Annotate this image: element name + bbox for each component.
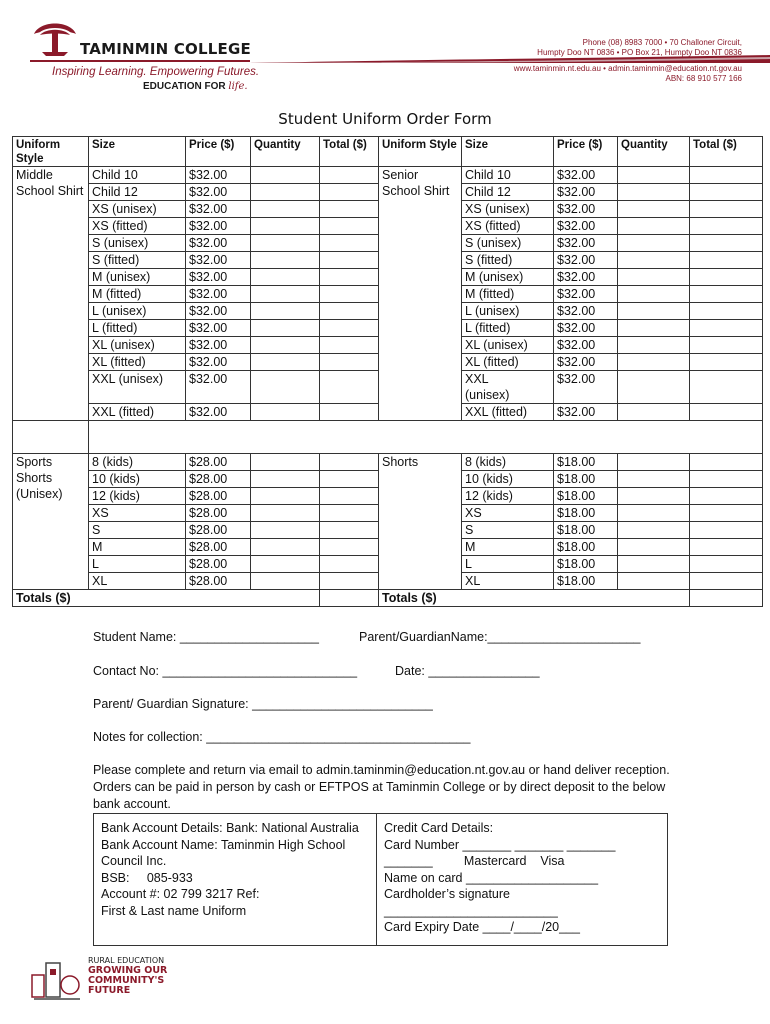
header-price-left: Price ($) <box>186 137 251 167</box>
total-left-input[interactable] <box>320 556 379 573</box>
price-left: $32.00 <box>186 252 251 269</box>
quantity-left-input[interactable] <box>251 354 320 371</box>
card-expiry-field[interactable]: Card Expiry Date ____/____/20___ <box>384 920 580 934</box>
total-left-input[interactable] <box>320 337 379 354</box>
quantity-left-input[interactable] <box>251 286 320 303</box>
quantity-left-input[interactable] <box>251 471 320 488</box>
price-right: $18.00 <box>554 539 618 556</box>
total-right-input[interactable] <box>690 573 763 590</box>
price-left: $28.00 <box>186 556 251 573</box>
quantity-left-input[interactable] <box>251 404 320 421</box>
total-left-input[interactable] <box>320 286 379 303</box>
size-left: XS (fitted) <box>89 218 186 235</box>
size-right: Child 10 <box>462 167 554 184</box>
header-quantity-left: Quantity <box>251 137 320 167</box>
totals-row <box>13 590 763 607</box>
college-logo-icon <box>30 14 80 64</box>
quantity-right-input[interactable] <box>618 471 690 488</box>
header-style-left: Uniform Style <box>13 137 89 167</box>
quantity-left-input[interactable] <box>251 320 320 337</box>
size-right: 10 (kids) <box>462 471 554 488</box>
size-left: M (fitted) <box>89 286 186 303</box>
size-right: L (unisex) <box>462 303 554 320</box>
total-left-input[interactable] <box>320 167 379 184</box>
price-right: $32.00 <box>554 337 618 354</box>
size-left: S <box>89 522 186 539</box>
total-right-input[interactable] <box>690 184 763 201</box>
quantity-right-input[interactable] <box>618 184 690 201</box>
price-left: $28.00 <box>186 471 251 488</box>
spacer-cell <box>89 421 763 454</box>
size-right: XS (fitted) <box>462 218 554 235</box>
total-right-input[interactable] <box>690 201 763 218</box>
size-right: XS <box>462 505 554 522</box>
price-right: $32.00 <box>554 167 618 184</box>
total-left-input[interactable] <box>320 184 379 201</box>
bank-line-1: Bank Account Details: Bank: National Australia <box>101 821 359 835</box>
quantity-left-input[interactable] <box>251 167 320 184</box>
total-right-input[interactable] <box>690 471 763 488</box>
spacer-row <box>13 421 763 454</box>
size-left: XL <box>89 573 186 590</box>
price-right: $18.00 <box>554 522 618 539</box>
card-number-field[interactable]: Card Number _______ _______ _______ <box>384 837 616 852</box>
total-left-input[interactable] <box>320 454 379 471</box>
totals-label-left: Totals ($) <box>13 590 320 607</box>
name-on-card-field[interactable]: Name on card ___________________ <box>384 870 599 885</box>
table-row <box>13 454 763 471</box>
price-left: $32.00 <box>186 218 251 235</box>
signature-field[interactable]: Parent/ Guardian Signature: __________________________ <box>93 697 433 711</box>
totals-section <box>13 590 763 607</box>
price-right: $32.00 <box>554 235 618 252</box>
card-type-line[interactable]: _______ Mastercard Visa <box>384 854 565 868</box>
quantity-left-input[interactable] <box>251 573 320 590</box>
price-left: $28.00 <box>186 539 251 556</box>
total-right-input[interactable] <box>690 252 763 269</box>
quantity-right-input[interactable] <box>618 201 690 218</box>
total-left-input[interactable] <box>320 471 379 488</box>
page-title: Student Uniform Order Form <box>278 110 492 128</box>
quantity-left-input[interactable] <box>251 303 320 320</box>
quantity-right-input[interactable] <box>618 539 690 556</box>
contact-block <box>537 38 742 58</box>
size-left: 8 (kids) <box>89 454 186 471</box>
table-row <box>13 167 763 184</box>
price-left: $28.00 <box>186 488 251 505</box>
price-right: $32.00 <box>554 371 618 404</box>
uniform-style-left: Sports Shorts (Unisex) <box>13 454 89 590</box>
quantity-right-input[interactable] <box>618 286 690 303</box>
price-right: $32.00 <box>554 252 618 269</box>
header-style-right: Uniform Style <box>379 137 462 167</box>
size-right: XXL (unisex) <box>462 371 554 404</box>
total-left-input[interactable] <box>320 269 379 286</box>
quantity-right-input[interactable] <box>618 556 690 573</box>
totals-right-input[interactable] <box>690 590 763 607</box>
edu-life: life. <box>228 81 248 92</box>
total-left-input[interactable] <box>320 539 379 556</box>
totals-label-right: Totals ($) <box>379 590 690 607</box>
uniform-style-left: Middle School Shirt <box>13 167 89 421</box>
total-right-input[interactable] <box>690 505 763 522</box>
size-right: M (fitted) <box>462 286 554 303</box>
quantity-left-input[interactable] <box>251 235 320 252</box>
abn-line: ABN: 68 910 577 166 <box>665 74 742 83</box>
size-right: XL (unisex) <box>462 337 554 354</box>
price-left: $32.00 <box>186 269 251 286</box>
size-left: Child 10 <box>89 167 186 184</box>
quantity-right-input[interactable] <box>618 337 690 354</box>
total-right-input[interactable] <box>690 320 763 337</box>
quantity-left-input[interactable] <box>251 454 320 471</box>
total-right-input[interactable] <box>690 218 763 235</box>
size-left: M (unisex) <box>89 269 186 286</box>
size-right: XL (fitted) <box>462 354 554 371</box>
size-left: XS <box>89 505 186 522</box>
total-left-input[interactable] <box>320 522 379 539</box>
date-field[interactable]: Date: ________________ <box>395 664 540 678</box>
size-left: S (fitted) <box>89 252 186 269</box>
size-right: L <box>462 556 554 573</box>
total-right-input[interactable] <box>690 371 763 404</box>
shirts-section <box>13 167 763 421</box>
total-left-input[interactable] <box>320 371 379 404</box>
quantity-right-input[interactable] <box>618 218 690 235</box>
total-right-input[interactable] <box>690 286 763 303</box>
size-left: XL (fitted) <box>89 354 186 371</box>
quantity-right-input[interactable] <box>618 320 690 337</box>
total-left-input[interactable] <box>320 354 379 371</box>
totals-left-input[interactable] <box>320 590 379 607</box>
price-right: $32.00 <box>554 303 618 320</box>
price-left: $32.00 <box>186 184 251 201</box>
price-left: $28.00 <box>186 573 251 590</box>
header-size-left: Size <box>89 137 186 167</box>
total-left-input[interactable] <box>320 320 379 337</box>
card-line-1: Credit Card Details: <box>384 821 494 835</box>
price-right: $18.00 <box>554 471 618 488</box>
size-right: XXL (fitted) <box>462 404 554 421</box>
price-right: $32.00 <box>554 354 618 371</box>
price-left: $32.00 <box>186 337 251 354</box>
total-right-input[interactable] <box>690 269 763 286</box>
header-price-right: Price ($) <box>554 137 618 167</box>
size-left: XS (unisex) <box>89 201 186 218</box>
bank-details <box>94 814 377 945</box>
price-left: $32.00 <box>186 371 251 404</box>
price-right: $32.00 <box>554 404 618 421</box>
size-right: M (unisex) <box>462 269 554 286</box>
total-right-input[interactable] <box>690 303 763 320</box>
total-right-input[interactable] <box>690 404 763 421</box>
bank-line-3: BSB: 085-933 <box>101 870 193 885</box>
total-left-input[interactable] <box>320 488 379 505</box>
price-right: $32.00 <box>554 201 618 218</box>
header-total-left: Total ($) <box>320 137 379 167</box>
quantity-left-input[interactable] <box>251 488 320 505</box>
header-total-right: Total ($) <box>690 137 763 167</box>
total-right-input[interactable] <box>690 539 763 556</box>
price-right: $32.00 <box>554 184 618 201</box>
price-left: $32.00 <box>186 354 251 371</box>
total-right-input[interactable] <box>690 522 763 539</box>
parent-name-field[interactable]: Parent/GuardianName:______________________ <box>359 630 641 644</box>
price-right: $32.00 <box>554 218 618 235</box>
edu-prefix: EDUCATION FOR <box>143 81 226 92</box>
price-right: $32.00 <box>554 320 618 337</box>
total-right-input[interactable] <box>690 488 763 505</box>
cardholder-signature-field[interactable]: _________________________ <box>384 903 558 918</box>
price-left: $32.00 <box>186 201 251 218</box>
quantity-left-input[interactable] <box>251 505 320 522</box>
address-line: Humpty Doo NT 0836 • PO Box 21, Humpty Doo NT 0836 <box>537 48 742 57</box>
size-left: L <box>89 556 186 573</box>
header-quantity-right: Quantity <box>618 137 690 167</box>
web-block <box>514 64 742 84</box>
price-left: $28.00 <box>186 454 251 471</box>
price-right: $18.00 <box>554 556 618 573</box>
payment-details-box <box>93 813 668 946</box>
total-right-input[interactable] <box>690 354 763 371</box>
bank-line-5: First & Last name Uniform <box>101 903 247 918</box>
total-left-input[interactable] <box>320 573 379 590</box>
phone-line: Phone (08) 8983 7000 • 70 Challoner Circuit, <box>582 38 742 47</box>
education-for-life <box>143 81 248 92</box>
card-details <box>377 814 667 945</box>
quantity-left-input[interactable] <box>251 218 320 235</box>
quantity-right-input[interactable] <box>618 454 690 471</box>
quantity-left-input[interactable] <box>251 522 320 539</box>
total-right-input[interactable] <box>690 167 763 184</box>
total-right-input[interactable] <box>690 235 763 252</box>
total-left-input[interactable] <box>320 303 379 320</box>
uniform-style-right: Shorts <box>379 454 462 590</box>
quantity-left-input[interactable] <box>251 539 320 556</box>
quantity-right-input[interactable] <box>618 269 690 286</box>
size-right: S (unisex) <box>462 235 554 252</box>
total-right-input[interactable] <box>690 337 763 354</box>
size-left: M <box>89 539 186 556</box>
size-left: XXL (fitted) <box>89 404 186 421</box>
spacer-section <box>13 421 763 454</box>
size-left: Child 12 <box>89 184 186 201</box>
price-right: $18.00 <box>554 488 618 505</box>
price-right: $32.00 <box>554 269 618 286</box>
instructions-text: Please complete and return via email to admin.taminmin@education.nt.gov.au or hand deliver reception. Orders can be paid in person by cash or EFTPOS at Taminmin College or by direct deposit to the below bank account. <box>93 763 670 811</box>
total-left-input[interactable] <box>320 404 379 421</box>
total-left-input[interactable] <box>320 218 379 235</box>
size-left: L (fitted) <box>89 320 186 337</box>
size-right: XL <box>462 573 554 590</box>
rural-education-text <box>88 956 167 996</box>
price-right: $18.00 <box>554 454 618 471</box>
tagline: Inspiring Learning. Empowering Futures. <box>52 66 260 78</box>
quantity-right-input[interactable] <box>618 522 690 539</box>
card-line-5: Cardholder’s signature <box>384 887 511 901</box>
table-header-row <box>13 137 763 167</box>
size-left: 10 (kids) <box>89 471 186 488</box>
total-right-input[interactable] <box>690 556 763 573</box>
quantity-left-input[interactable] <box>251 184 320 201</box>
total-left-input[interactable] <box>320 201 379 218</box>
total-left-input[interactable] <box>320 252 379 269</box>
quantity-left-input[interactable] <box>251 337 320 354</box>
web-line: www.taminmin.nt.edu.au • admin.taminmin@education.nt.gov.au <box>513 64 742 73</box>
quantity-left-input[interactable] <box>251 252 320 269</box>
quantity-right-input[interactable] <box>618 505 690 522</box>
quantity-right-input[interactable] <box>618 235 690 252</box>
price-left: $28.00 <box>186 505 251 522</box>
notes-field[interactable]: Notes for collection: ______________________________________ <box>93 730 471 744</box>
price-right: $18.00 <box>554 573 618 590</box>
quantity-right-input[interactable] <box>618 303 690 320</box>
size-left: XL (unisex) <box>89 337 186 354</box>
size-left: S (unisex) <box>89 235 186 252</box>
rural-line-4: FUTURE <box>88 985 131 996</box>
student-name-field[interactable]: Student Name: ____________________ <box>93 630 319 644</box>
price-left: $32.00 <box>186 235 251 252</box>
size-right: Child 12 <box>462 184 554 201</box>
rural-line-1: RURAL EDUCATION <box>88 956 165 965</box>
size-right: 8 (kids) <box>462 454 554 471</box>
quantity-right-input[interactable] <box>618 167 690 184</box>
quantity-left-input[interactable] <box>251 269 320 286</box>
rural-line-2: GROWING OUR <box>88 965 168 976</box>
quantity-right-input[interactable] <box>618 488 690 505</box>
price-left: $32.00 <box>186 167 251 184</box>
rural-education-icon <box>30 955 82 1005</box>
price-right: $18.00 <box>554 505 618 522</box>
price-left: $32.00 <box>186 303 251 320</box>
size-right: XS (unisex) <box>462 201 554 218</box>
quantity-left-input[interactable] <box>251 556 320 573</box>
size-left: 12 (kids) <box>89 488 186 505</box>
total-left-input[interactable] <box>320 505 379 522</box>
size-right: S (fitted) <box>462 252 554 269</box>
quantity-right-input[interactable] <box>618 252 690 269</box>
total-left-input[interactable] <box>320 235 379 252</box>
price-left: $28.00 <box>186 522 251 539</box>
uniform-style-right: Senior School Shirt <box>379 167 462 421</box>
quantity-right-input[interactable] <box>618 371 690 404</box>
shorts-section <box>13 454 763 590</box>
price-left: $32.00 <box>186 320 251 337</box>
size-right: M <box>462 539 554 556</box>
price-left: $32.00 <box>186 404 251 421</box>
quantity-left-input[interactable] <box>251 201 320 218</box>
college-name: TAMINMIN COLLEGE <box>80 40 251 58</box>
bank-line-2: Bank Account Name: Taminmin High School Council Inc. <box>101 837 346 868</box>
quantity-left-input[interactable] <box>251 371 320 404</box>
quantity-right-input[interactable] <box>618 573 690 590</box>
rural-line-3: COMMUNITY'S <box>88 975 165 986</box>
contact-no-field[interactable]: Contact No: ____________________________ <box>93 664 358 678</box>
size-right: 12 (kids) <box>462 488 554 505</box>
total-right-input[interactable] <box>690 454 763 471</box>
price-left: $32.00 <box>186 286 251 303</box>
bank-line-4: Account #: 02 799 3217 Ref: <box>101 887 260 901</box>
size-left: XXL (unisex) <box>89 371 186 404</box>
quantity-right-input[interactable] <box>618 404 690 421</box>
uniform-order-table <box>12 136 763 607</box>
size-left: L (unisex) <box>89 303 186 320</box>
size-right: S <box>462 522 554 539</box>
brand-rule <box>30 60 250 62</box>
quantity-right-input[interactable] <box>618 354 690 371</box>
size-right: L (fitted) <box>462 320 554 337</box>
price-right: $32.00 <box>554 286 618 303</box>
header-size-right: Size <box>462 137 554 167</box>
